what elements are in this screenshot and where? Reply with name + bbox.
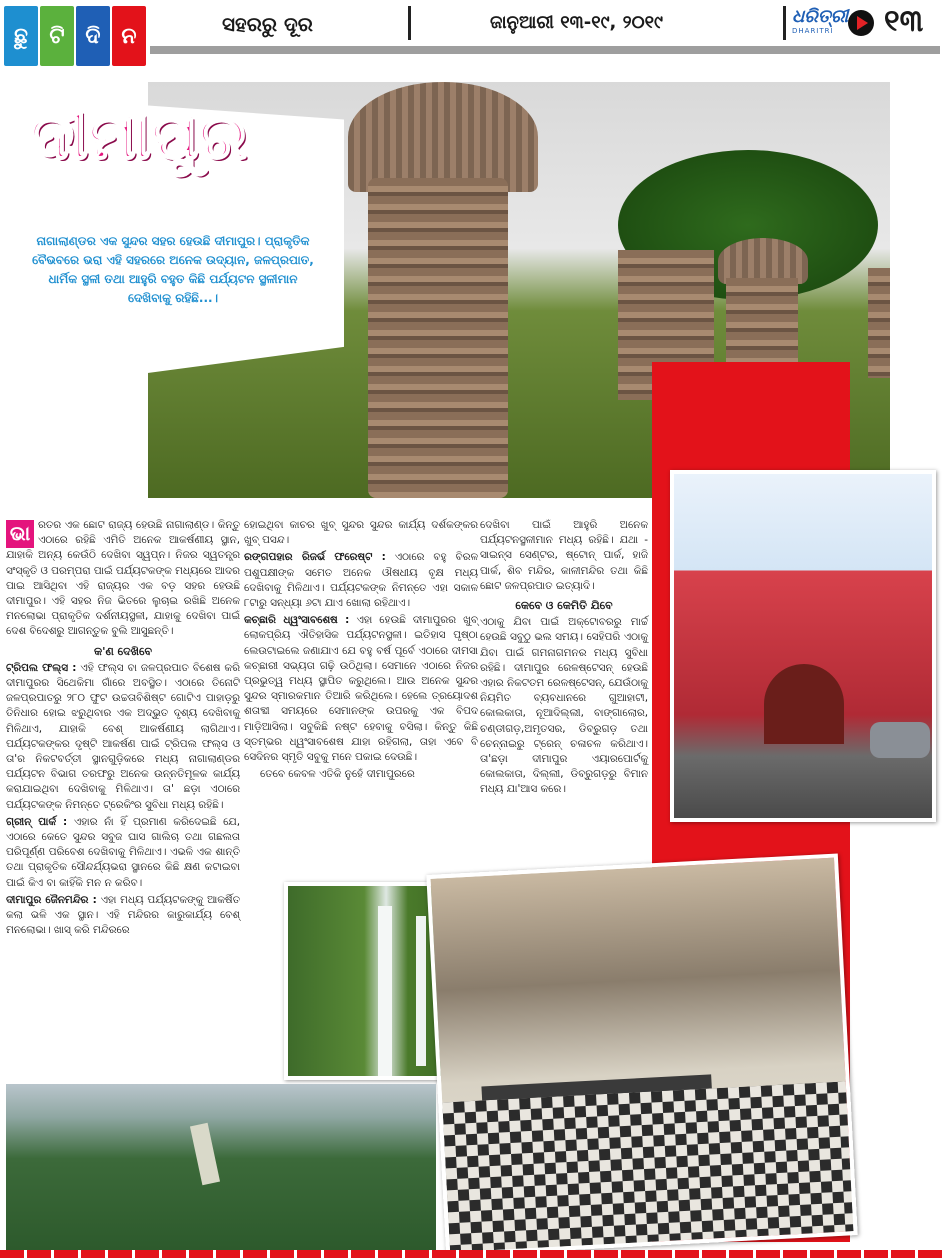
subheading: ଟ୍ରିପଲ ଫଲ୍ସ : [6,661,77,674]
section-tile: ନ [112,6,146,66]
pillar [726,278,798,368]
paragraph-text: ଏହି ଫଲ୍ସ ବା ଜଳପ୍ରପାତ ବିଶେଷ କରି ଦୀମାପୁରର ସିଥେକିମା ଗାଁରେ ଅବସ୍ଥିତ। ଏଠାରେ ତିନୋଟି ଜଳପ୍ରପାତରୁ ୨୮୦ ଫୁଟ ଉଚ୍ଚତାବିଶିଷ୍ଟ ଗୋଟିଏ ପାହାଡ଼ରୁ ତିନିଧାର ହୋଇ ଝରୁଥିବାର ଏକ ଅଦ୍ଭୁତ ଦୃଶ୍ୟ ଦେଖିବାକୁ ମିଳିଥାଏ, ଯାହାକି ବେଶ୍ ଆକର୍ଷଣୀୟ ଲାଗିଥାଏ। ପର୍ଯ୍ୟଟକଙ୍କର ଦୃଷ୍ଟି ଆକର୍ଷଣ ପାଇଁ ଟ୍ରିପଲ ଫଲ୍ସ ଓ ତା'ର ନିକଟବର୍ତ୍ତୀ ସ୍ଥାନଗୁଡ଼ିକରେ ମଧ୍ୟ ନାଗାଲାଣ୍ଡର ପର୍ଯ୍ୟଟନ ବିଭାଗ ତରଫରୁ ଅନେକ ଉନ୍ନତିମୂଳକ କାର୍ଯ୍ୟ କରାଯାଇଥିବା ଦେଖିବାକୁ ମିଳିଥାଏ। ତା' ଛଡ଼ା ଏଠାରେ ପର୍ଯ୍ୟଟକଙ୍କ ନିମନ୍ତେ ଟ୍ରେକିଂର ସୁବିଧା ମଧ୍ୟ ରହିଛି। [6,661,240,811]
intro-text: ନାଗାଲାଣ୍ଡର ଏକ ସୁନ୍ଦର ସହର ହେଉଛି ଦୀମାପୁର। ପ୍ରାକୃତିକ ବୈଭବରେ ଭରା ଏହି ସହରରେ ଅନେକ ଉଦ୍ୟାନ, ଜଳପ୍ରପାତ, ଧାର୍ମିକ ସ୍ଥଳୀ ତଥା ଆହୁରି ବହୁତ କିଛି ପର୍ଯ୍ୟଟନ ସ୍ଥଳୀମାନ ଦେଖିବାକୁ ରହିଛି...। [32,234,314,305]
waterfall-stream [378,906,392,1076]
section-tile: ଦି [76,6,110,66]
section-name: ସହରରୁ ଦୂର [222,12,313,36]
page-number: ୧୩ [884,4,924,39]
subheading: ଗ୍ରୀନ୍ ପାର୍କ : [6,815,68,828]
issue-date: ଜାନୁଆରୀ ୧୩-୧୯, ୨୦୧୯ [490,12,663,33]
paragraph [6,661,240,813]
paragraph: ହୋଇଥିବା କାଚର ଖୁବ୍ ସୁନ୍ଦର ସୁନ୍ଦର କାର୍ଯ୍ୟ ଦର୍ଶକଙ୍କର ଖୁବ୍ ପସନ୍ଦ। [244,519,478,547]
paragraph: ତେବେ କେବଳ ଏତିକି ନୁହେଁ ଦୀମାପୁରରେ [260,768,415,781]
temple-door [764,664,844,744]
section-heading: କେବେ ଓ କେମିତି ଯିବେ [515,599,613,613]
paragraph [6,893,240,939]
section-tile: ଟି [40,6,74,66]
paragraph-text: ଏହା ହେଉଛି ଦୀମାପୁରର ଖୁବ୍ ଲୋକପ୍ରିୟ ଐତିହାସିକ ପର୍ଯ୍ୟଟନସ୍ଥଳୀ। ଇତିହାସ ପୃଷ୍ଠା ଲେଉଟାଇଲେ ଜଣାଯାଏ ଯେ ବହୁ ବର୍ଷ ପୂର୍ବେ ଏଠାରେ ଦୀମସା କଚ୍ଛାରୀ ସଭ୍ୟତା ଗଢ଼ି ଉଠିଥିଲା। ସେମାନେ ଏଠାରେ ନିଜର ପ୍ରଭୁତ୍ୱ ମଧ୍ୟ ସ୍ଥାପିତ କରୁଥିଲେ। ଆଉ ଅନେକ ସୁନ୍ଦର ସୁନ୍ଦର ସ୍ମାରକମାନ ତିଆରି କରିଥିଲେ। ହେଲେ ତ୍ରୟୋଦଶ ଶତାବ୍ଦୀ ସମୟରେ ସେମାନଙ୍କ ଉପରକୁ ଏକ ବିପଦ ମାଡ଼ିଆସିଲା। ସବୁକିଛି ନଷ୍ଟ ହେବାକୁ ବସିଲା। କିନ୍ତୁ କିଛି ସ୍ତମ୍ଭର ଧ୍ୱଂସାବଶେଷ ଯାହା ରହିଗଲା, ତାହା ଏବେ ବି ସେଦିନର ସ୍ମୃତି ସବୁକୁ ମନେ ପକାଇ ଦେଉଛି। [244,614,478,764]
temple-interior-photo [426,853,857,1256]
brand-name: ଧରିତ୍ରୀ [792,6,849,27]
paragraph [6,815,240,891]
article-column-3 [480,518,648,800]
paragraph [244,550,478,611]
pillar-cap [348,82,538,192]
brand-logo [783,6,849,40]
play-icon [848,10,874,36]
aerial-photo [6,1084,436,1250]
header-rule [150,46,940,54]
page-title: ଦୀମାପୁର [30,100,247,174]
section-heading: କ'ଣ ଦେଖିବେ [94,644,152,658]
paragraph-text: ଏହାର ନାଁ ହିଁ ପ୍ରମାଣ କରିଦେଇଛି ଯେ, ଏଠାରେ କେତେ ସୁନ୍ଦର ସବୁଜ ଘାସ ଗାଲିଚା ତଥା ଗଛଲତା ପରିପୂର୍ଣ୍ଣ ପରିବେଶ ଦେଖିବାକୁ ମିଳିଥାଏ। ଏଭଳି ଏକ ଶାନ୍ତି ତଥା ପ୍ରାକୃତିକ ସୌନ୍ଦର୍ଯ୍ୟଭରା ସ୍ଥାନରେ କିଛି କ୍ଷଣ କଟାଇବା ପାଇଁ କିଏ ବା କାହିଁକି ମନ ନ କରିବ। [6,815,241,889]
article-column-2 [244,518,478,784]
temple-photo [670,470,936,822]
paragraph: ଦେଖିବା ପାଇଁ ଆହୁରି ଅନେକ ପର୍ଯ୍ୟଟନସ୍ଥଳୀମାନ ମଧ୍ୟ ରହିଛି। ଯଥା - ସାଇନ୍ସ ସେଣ୍ଟର, ଷ୍ଟୋନ୍ ପାର୍କ, ହାଜି ପାର୍କ, ଶିବ ମନ୍ଦିର, କାଳୀମନ୍ଦିର ତଥା କିଛି ଛୋଟ ଜଳପ୍ରପାତ ଇତ୍ୟାଦି। [480,519,648,592]
footer-rule [0,1250,945,1258]
paragraph [244,613,478,765]
page-header [0,0,945,72]
subheading: କଚ୍ଛାରି ଧ୍ୱଂସାବଶେଷ : [244,614,350,627]
car-shape [870,722,930,758]
header-divider [408,6,411,40]
checkered-floor [442,1081,853,1252]
subheading: ଦୀମାପୁର ଜୈନମନ୍ଦିର : [6,893,97,906]
article-column-1 [6,518,240,940]
section-tile: ଛୁ [4,6,38,66]
drop-cap: ଭା [6,520,34,548]
airstrip [190,1123,220,1185]
pillar [868,268,890,378]
waterfall-stream [416,916,426,1066]
paragraph-text: ଏହା ମଧ୍ୟ ପର୍ଯ୍ୟଟକଙ୍କୁ ଆକର୍ଷିତ କଲା ଭଳି ଏକ ସ୍ଥାନ। ଏହି ମନ୍ଦିରର କାରୁକାର୍ଯ୍ୟ ବେଶ୍ ମନଲୋଭା। ଖାସ୍ କରି ମନ୍ଦିରରେ [6,893,240,937]
brand-subtext: DHARITRI [792,27,834,35]
pillar [368,178,508,498]
section-tiles [4,6,146,66]
paragraph-text: ଏଠାରେ ବହୁ ବିରଳ ପଶୁପକ୍ଷୀଙ୍କ ସମେତ ଅନେକ ଔଷଧୀୟ ବୃକ୍ଷ ମଧ୍ୟ ଦେଖିବାକୁ ମିଳିଥାଏ। ପର୍ଯ୍ୟଟକଙ୍କ ନିମନ୍ତେ ଏହା ସକାଳ ୮ଟାରୁ ସନ୍ଧ୍ୟା ୬ଟା ଯାଏ ଖୋଲା ରହିଥାଏ। [244,551,478,610]
paragraph: ଏଠାକୁ ଯିବା ପାଇଁ ଅକ୍ଟୋବରରୁ ମାର୍ଚ୍ଚ ହେଉଛି ସବୁଠୁ ଭଲ ସମୟ। ସେହିପରି ଏଠାକୁ ଯିବା ପାଇଁ ଗମନାଗମନର ମଧ୍ୟ ସୁବିଧା ରହିଛି। ଦୀମାପୁର ରେଳଷ୍ଟେସନ୍ ହେଉଛି ଏହାର ନିକଟତମ ରେଳଷ୍ଟେସନ୍, ଯେଉଁଠାକୁ ନିୟମିତ ବ୍ୟବଧାନରେ ଗୁଆହାଟୀ, କୋଲକାତା, ନୂଆଦିଲ୍ଲୀ, ବାଙ୍ଗାଲୋର, ଚଣ୍ଡୀଗଡ଼,ଅମୃତସର, ଡିବ୍ରୁଗଡ଼ ତଥା ଚେନ୍ନାଇରୁ ଟ୍ରେନ୍ ଚଳାଚଳ କରିଥାଏ। ତା'ଛଡ଼ା ଦୀମାପୁର ଏୟାରପୋର୍ଟକୁ କୋଲକାତା, ଦିଲ୍ଲୀ, ଡିବ୍ରୁଗଡ଼ରୁ ବିମାନ ମଧ୍ୟ ଯା'ଆସ କରେ। [480,616,648,796]
lead-paragraph: ରତର ଏକ ଛୋଟ ରାଜ୍ୟ ହେଉଛି ନାଗାଲାଣ୍ଡ। କିନ୍ତୁ ଏଠାରେ ରହିଛି ଏମିତି ଅନେକ ଆକର୍ଷଣୀୟ ସ୍ଥାନ, ଯାହାକି ଅନ୍ୟ କେଉଁଠି ଦେଖିବା ସ୍ୱପ୍ନ। ନିଜର ସ୍ୱତନ୍ତ୍ର ସଂସ୍କୃତି ଓ ପରମ୍ପରା ପାଇଁ ପର୍ଯ୍ୟଟକଙ୍କ ମଧ୍ୟରେ ଆଦର ପାଇ ଆସିଥିବା ଏହି ରାଜ୍ୟର ଏକ ବଡ଼ ସହର ହେଉଛି ଦୀମାପୁର। ଏହି ସହର ନିଜ ଭିତରେ ଲୁଚାଇ ରଖିଛି ଅନେକ ମନଲୋଭା ପ୍ରାକୃତିକ ଦର୍ଶନୀୟସ୍ଥଳୀ, ଯାହାକୁ ଦେଖିବା ପାଇଁ ଦେଶ ବିଦେଶରୁ ଆଗନ୍ତୁକ ବୁଲି ଆସୁଛନ୍ତି। [6,519,240,638]
subheading: ରଙ୍ଗପହାର ରିଜର୍ଭ ଫରେଷ୍ଟ : [244,551,386,564]
